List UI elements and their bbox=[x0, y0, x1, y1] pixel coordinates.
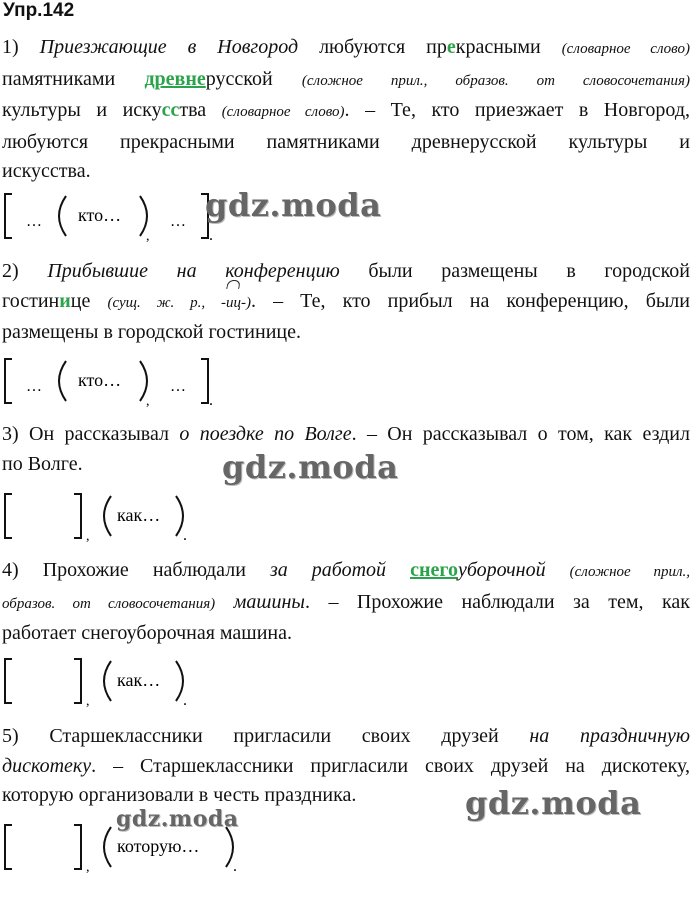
period: . bbox=[183, 527, 187, 544]
watermark: gdz.moda bbox=[205, 186, 382, 224]
period: . bbox=[209, 227, 213, 244]
right-bracket bbox=[74, 659, 81, 703]
scheme-sub-clause: которую… bbox=[117, 836, 200, 856]
period: . bbox=[209, 392, 213, 409]
sentence-4-line-2: образов. от словосочетания) машины. – Прохожие наблюдали за тем, как bbox=[2, 590, 690, 613]
sentence-5-line-3: которую организовали в честь праздника. bbox=[2, 784, 357, 806]
sentence-2-line-3: размещены в городской гостинице. bbox=[2, 321, 301, 343]
sentence-scheme-2 bbox=[0, 351, 240, 413]
right-paren bbox=[226, 827, 233, 867]
scheme-main-left: … bbox=[26, 213, 42, 230]
left-bracket bbox=[5, 494, 12, 538]
sentence-scheme-4 bbox=[0, 651, 200, 713]
sentence-1-line-5: искусства. bbox=[2, 160, 91, 182]
sentence-1 bbox=[2, 33, 690, 187]
watermark: gdz.moda bbox=[465, 784, 642, 822]
period: . bbox=[183, 692, 187, 709]
comma: , bbox=[146, 229, 150, 244]
sentence-2 bbox=[2, 257, 690, 348]
watermark: gdz.moda bbox=[116, 806, 239, 832]
scheme-sub-clause: как… bbox=[117, 670, 161, 690]
sentence-3-line-1: 3) Он рассказывал о поездке по Волге. – Он рассказывал о том, как ездил bbox=[2, 423, 690, 445]
right-bracket bbox=[74, 494, 81, 538]
sentence-4-line-3: работает снегоуборочная машина. bbox=[2, 622, 292, 644]
sentence-2-line-2: гостинице (сущ. ж. р., -иц-). – Те, кто прибыл на конференцию, были bbox=[2, 287, 690, 319]
note: образов. от словосочетания) bbox=[2, 595, 216, 612]
noun-phrase: о поездке по Волге bbox=[179, 423, 352, 445]
note: (словарное слово) bbox=[221, 104, 345, 120]
participle-phrase: Приезжающие в Новгород bbox=[39, 36, 299, 58]
sentence-1-line-4: любуются прекрасными памятниками древнерусской культуры и bbox=[2, 130, 690, 153]
note: (сложное прил., bbox=[569, 564, 690, 580]
highlight-letter: и bbox=[59, 289, 71, 312]
highlight-root: снего bbox=[410, 559, 458, 581]
left-paren bbox=[59, 196, 66, 236]
highlight-root: древне bbox=[144, 67, 206, 90]
sentence-scheme-1 bbox=[0, 186, 240, 248]
highlight-letter: е bbox=[446, 36, 456, 58]
left-paren bbox=[59, 361, 66, 401]
sentence-1-line-3: культуры и искусства (словарное слово). – Те, кто приезжает в Новгород, bbox=[2, 99, 691, 121]
sentence-5-line-2: дискотеку. – Старшеклассники пригласили своих друзей на дискотеку, bbox=[2, 754, 690, 777]
sentence-scheme-3 bbox=[0, 486, 200, 548]
left-paren bbox=[104, 661, 111, 701]
comma: , bbox=[86, 529, 90, 544]
sentence-1-line-2: памятниками древнерусской (сложное прил., образов. от словосочетания) bbox=[2, 67, 690, 90]
exercise-title: Упр.142 bbox=[3, 0, 75, 21]
note: (сущ. ж. р., -иц-) bbox=[107, 295, 251, 311]
highlight-letters: сс bbox=[161, 99, 180, 121]
left-bracket bbox=[5, 194, 12, 238]
comma: , bbox=[86, 694, 90, 709]
sentence-4-line-1: 4) Прохожие наблюдали за работой снегоуборочной (сложное прил., bbox=[2, 559, 690, 581]
sentence-1-line-1: 1) Приезжающие в Новгород любуются прекрасными (словарное слово) bbox=[2, 36, 690, 58]
sentence-3-line-2: по Волге. bbox=[2, 452, 83, 475]
note: (словарное слово) bbox=[561, 41, 690, 57]
participle-phrase: Прибывшие на конференцию bbox=[47, 260, 340, 282]
period: . bbox=[233, 858, 237, 875]
left-bracket bbox=[5, 825, 12, 869]
right-paren bbox=[176, 661, 183, 701]
sentence-4 bbox=[2, 556, 690, 649]
left-bracket bbox=[5, 659, 12, 703]
scheme-sub-clause: кто… bbox=[78, 370, 122, 390]
sentence-5-line-1: 5) Старшеклассники пригласили своих друзей на праздничную bbox=[2, 725, 690, 747]
scheme-main-right: … bbox=[170, 378, 186, 395]
scheme-main-left: … bbox=[26, 378, 42, 395]
right-paren bbox=[176, 496, 183, 536]
left-paren bbox=[104, 827, 111, 867]
right-bracket bbox=[74, 825, 81, 869]
left-bracket bbox=[5, 359, 12, 403]
left-paren bbox=[104, 496, 111, 536]
sentence-2-line-1: 2) Прибывшие на конференцию были размещены в городской bbox=[2, 260, 691, 282]
scheme-sub-clause: как… bbox=[117, 505, 161, 525]
comma: , bbox=[146, 394, 150, 409]
scheme-main-right: … bbox=[170, 213, 186, 230]
right-bracket bbox=[201, 359, 208, 403]
note: (сложное прил., образов. от словосочетания) bbox=[301, 72, 690, 89]
scheme-sub-clause: кто… bbox=[78, 205, 122, 225]
suffix-marker: иц bbox=[226, 289, 241, 319]
watermark: gdz.moda bbox=[222, 448, 399, 486]
comma: , bbox=[86, 860, 90, 875]
